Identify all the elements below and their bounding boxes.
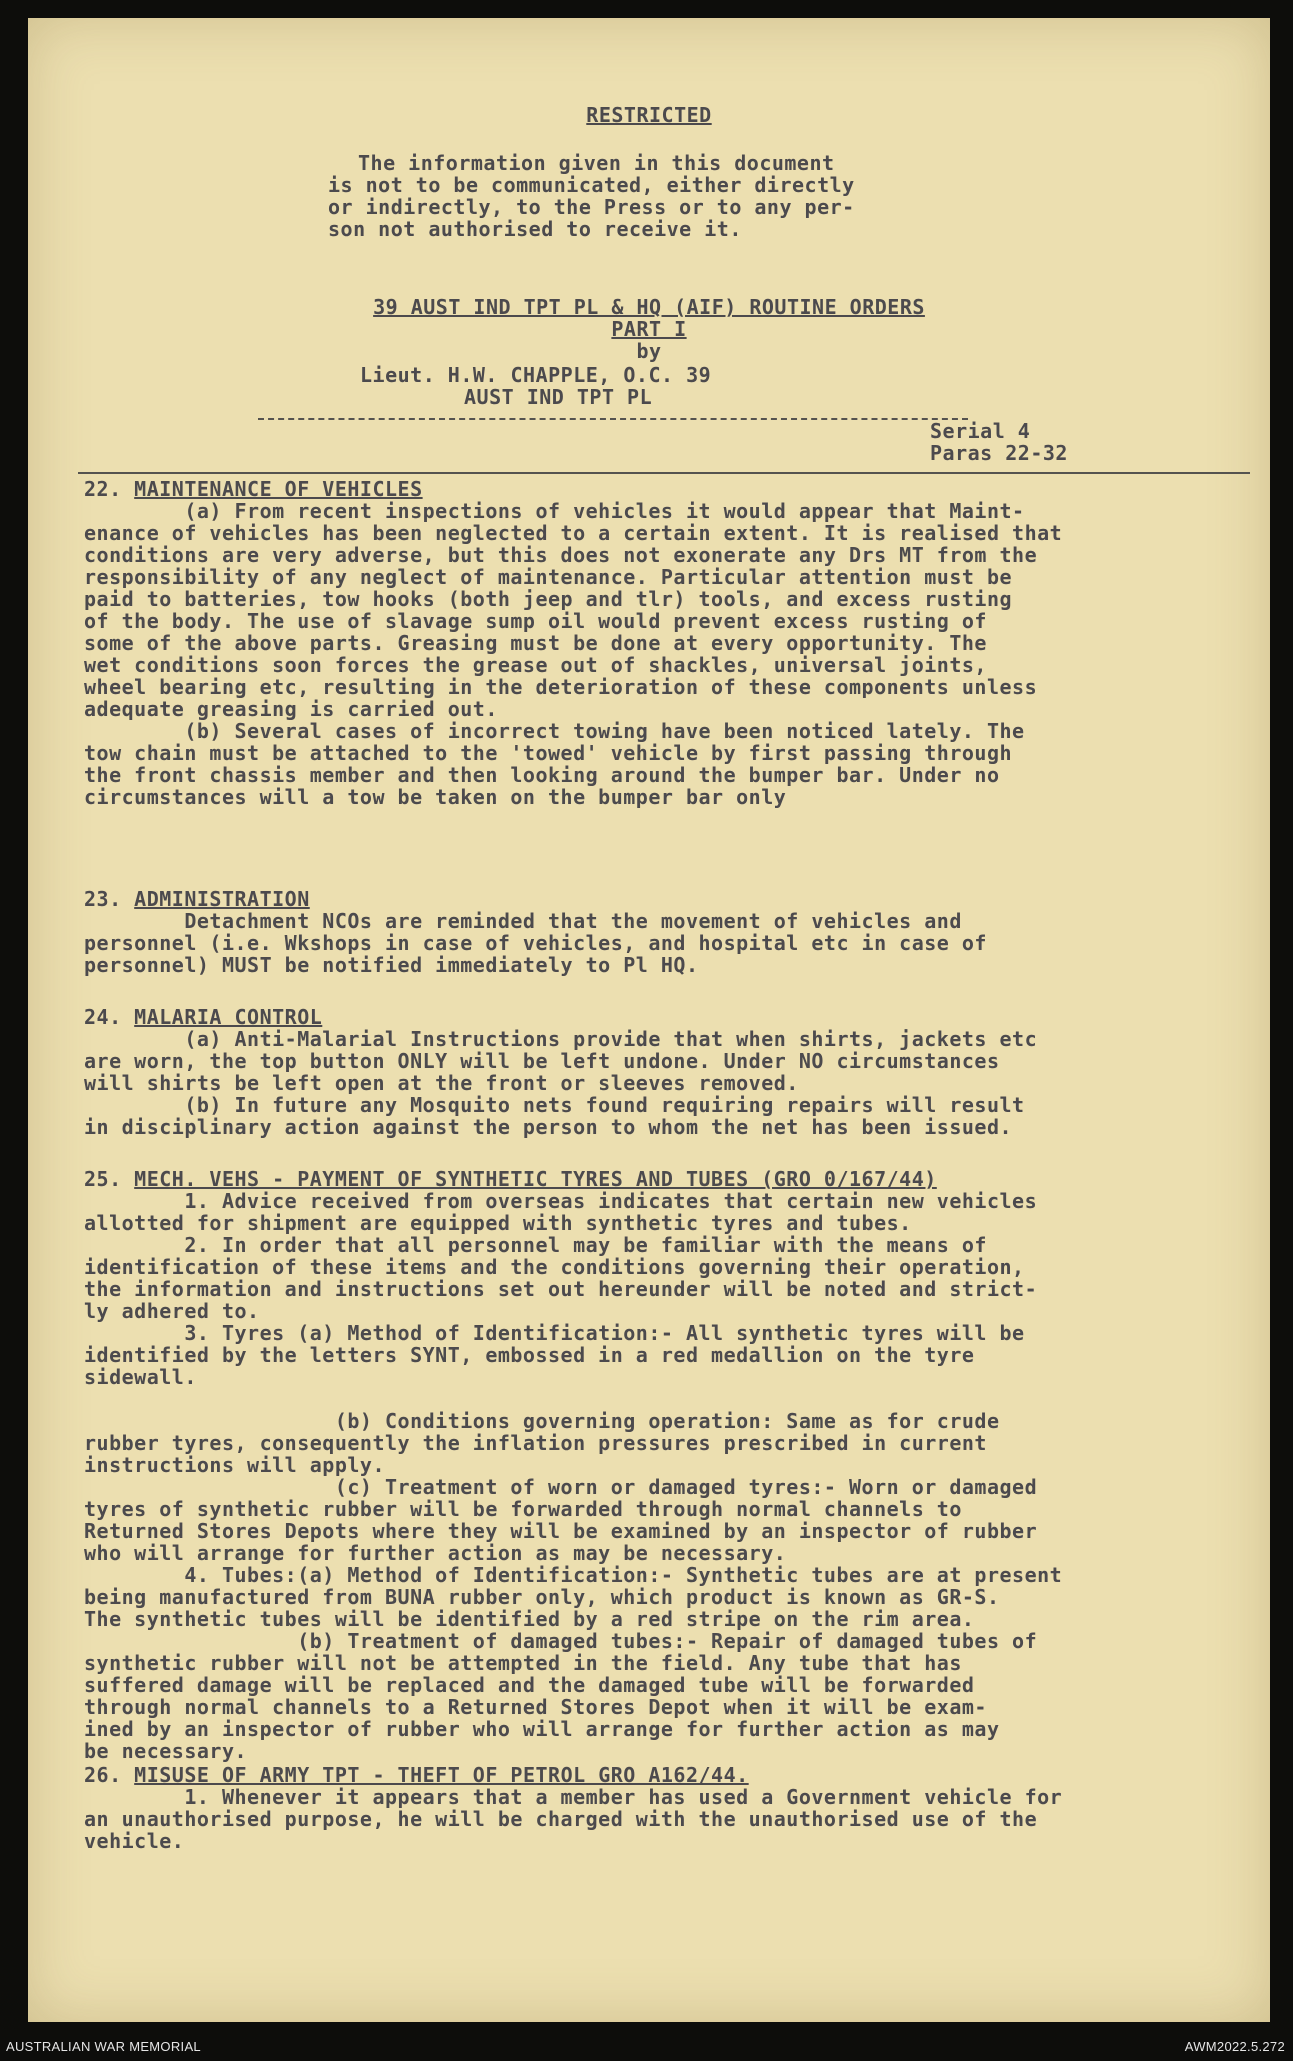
body-line: ined by an inspector of rubber who will arrange for further action as may	[84, 1717, 1000, 1741]
body-line: responsibility of any neglect of maintenance. Particular attention must be	[84, 565, 1013, 589]
body-line: adequate greasing is carried out.	[84, 697, 498, 721]
paras-range: Paras 22-32	[930, 441, 1068, 465]
order-section	[84, 1168, 1062, 1762]
order-section	[84, 1006, 1037, 1138]
body-line: be necessary.	[84, 1739, 248, 1763]
body-line: (b) Treatment of damaged tubes:- Repair of damaged tubes of	[84, 1629, 1038, 1653]
section-heading: MISUSE OF ARMY TPT - THEFT OF PETROL GRO A162/44.	[134, 1763, 749, 1787]
restriction-notice	[328, 152, 855, 240]
archive-id: AWM2022.5.272	[1184, 2039, 1285, 2054]
body-line: ly adhered to.	[84, 1299, 260, 1323]
body-line: being manufactured from BUNA rubber only, which product is known as GR-S.	[84, 1585, 1000, 1609]
body-line: in disciplinary action against the person to whom the net has been issued.	[84, 1115, 1013, 1139]
section-heading: MECH. VEHS - PAYMENT OF SYNTHETIC TYRES AND TUBES (GRO 0/167/44)	[134, 1167, 937, 1191]
section-heading: MAINTENANCE OF VEHICLES	[134, 477, 423, 501]
section-heading-line	[84, 478, 1062, 500]
body-line: conditions are very adverse, but this does not exonerate any Drs MT from the	[84, 543, 1038, 567]
body-line: (a) Anti-Malarial Instructions provide that when shirts, jackets etc	[84, 1027, 1038, 1051]
header-rule	[78, 472, 1250, 474]
section-heading-line	[84, 1006, 1037, 1028]
body-line: an unauthorised purpose, he will be charged with the unauthorised use of the	[84, 1807, 1038, 1831]
section-heading: ADMINISTRATION	[134, 887, 310, 911]
order-section	[84, 478, 1062, 808]
body-line: will shirts be left open at the front or sleeves removed.	[84, 1071, 799, 1095]
body-line: (c) Treatment of worn or damaged tyres:- Worn or damaged	[84, 1475, 1038, 1499]
body-line: through normal channels to a Returned Stores Depot when it will be exam-	[84, 1695, 987, 1719]
section-heading-line	[84, 1168, 1062, 1190]
body-line: 1. Advice received from overseas indicates that certain new vehicles	[84, 1189, 1038, 1213]
body-line: the front chassis member and then looking around the bumper bar. Under no	[84, 763, 1000, 787]
section-heading-line	[84, 1764, 1062, 1786]
notice-line: or indirectly, to the Press or to any per-	[328, 195, 855, 219]
section-number: 25.	[84, 1167, 122, 1191]
orders-by: by	[636, 339, 662, 363]
orders-title: 39 AUST IND TPT PL & HQ (AIF) ROUTINE ORDERS	[373, 295, 925, 319]
archive-name: AUSTRALIAN WAR MEMORIAL	[6, 2039, 201, 2054]
section-number: 22.	[84, 477, 122, 501]
section-number: 26.	[84, 1763, 122, 1787]
notice-line: The information given in this document	[358, 151, 835, 175]
body-line: circumstances will a tow be taken on the bumper bar only	[84, 785, 787, 809]
body-line: allotted for shipment are equipped with synthetic tyres and tubes.	[84, 1211, 912, 1235]
dashed-rule	[258, 418, 968, 420]
body-line: tyres of synthetic rubber will be forwarded through normal channels to	[84, 1497, 962, 1521]
body-line: synthetic rubber will not be attempted in the field. Any tube that has	[84, 1651, 962, 1675]
order-section	[84, 1764, 1062, 1852]
body-line: some of the above parts. Greasing must be done at every opportunity. The	[84, 631, 987, 655]
body-line: who will arrange for further action as may be necessary.	[84, 1541, 787, 1565]
body-line: suffered damage will be replaced and the damaged tube will be forwarded	[84, 1673, 975, 1697]
body-line: rubber tyres, consequently the inflation pressures prescribed in current	[84, 1431, 987, 1455]
body-line: (b) Conditions governing operation: Same as for crude	[84, 1409, 1000, 1433]
body-line: personnel) MUST be notified immediately to Pl HQ.	[84, 953, 699, 977]
body-line: (b) In future any Mosquito nets found requiring repairs will result	[84, 1093, 1025, 1117]
body-line: the information and instructions set out hereunder will be noted and strict-	[84, 1277, 1038, 1301]
body-line: Returned Stores Depots where they will be examined by an inspector of rubber	[84, 1519, 1038, 1543]
body-line: of the body. The use of slavage sump oil would prevent excess rusting of	[84, 609, 987, 633]
section-number: 24.	[84, 1005, 122, 1029]
body-line: enance of vehicles has been neglected to a certain extent. It is realised that	[84, 521, 1063, 545]
author-unit: AUST IND TPT PL	[464, 385, 653, 409]
orders-part: PART I	[611, 317, 687, 341]
body-line: 1. Whenever it appears that a member has used a Government vehicle for	[84, 1785, 1063, 1809]
body-line: (a) From recent inspections of vehicles it would appear that Maint-	[84, 499, 1025, 523]
body-line: tow chain must be attached to the 'towed' vehicle by first passing through	[84, 741, 1013, 765]
archive-footer	[0, 2034, 1293, 2061]
body-line: paid to batteries, tow hooks (both jeep and tlr) tools, and excess rusting	[84, 587, 1013, 611]
notice-line: is not to be communicated, either directly	[328, 173, 855, 197]
body-line: identified by the letters SYNT, embossed in a red medallion on the tyre	[84, 1343, 975, 1367]
classification-heading: RESTRICTED	[586, 103, 712, 127]
body-line: sidewall.	[84, 1365, 197, 1389]
body-line: (b) Several cases of incorrect towing have been noticed lately. The	[84, 719, 1025, 743]
body-line: wheel bearing etc, resulting in the deterioration of these components unless	[84, 675, 1038, 699]
section-heading: MALARIA CONTROL	[134, 1005, 323, 1029]
body-line: 3. Tyres (a) Method of Identification:- All synthetic tyres will be	[84, 1321, 1025, 1345]
body-line: identification of these items and the conditions governing their operation,	[84, 1255, 1025, 1279]
notice-line: son not authorised to receive it.	[328, 217, 742, 241]
body-line: wet conditions soon forces the grease out of shackles, universal joints,	[84, 653, 987, 677]
section-number: 23.	[84, 887, 122, 911]
serial-number: Serial 4	[930, 419, 1031, 443]
body-line: are worn, the top button ONLY will be left undone. Under NO circumstances	[84, 1049, 1000, 1073]
body-line: Detachment NCOs are reminded that the movement of vehicles and	[84, 909, 962, 933]
document-page	[28, 18, 1270, 2022]
body-line	[84, 1388, 1062, 1410]
body-line: 4. Tubes:(a) Method of Identification:- Synthetic tubes are at present	[84, 1563, 1063, 1587]
order-section	[84, 888, 987, 976]
body-line: 2. In order that all personnel may be familiar with the means of	[84, 1233, 987, 1257]
body-line: instructions will apply.	[84, 1453, 385, 1477]
body-line: personnel (i.e. Wkshops in case of vehicles, and hospital etc in case of	[84, 931, 987, 955]
body-line: vehicle.	[84, 1829, 185, 1853]
author-line: Lieut. H.W. CHAPPLE, O.C. 39	[360, 363, 712, 387]
section-heading-line	[84, 888, 987, 910]
body-line: The synthetic tubes will be identified by a red stripe on the rim area.	[84, 1607, 975, 1631]
